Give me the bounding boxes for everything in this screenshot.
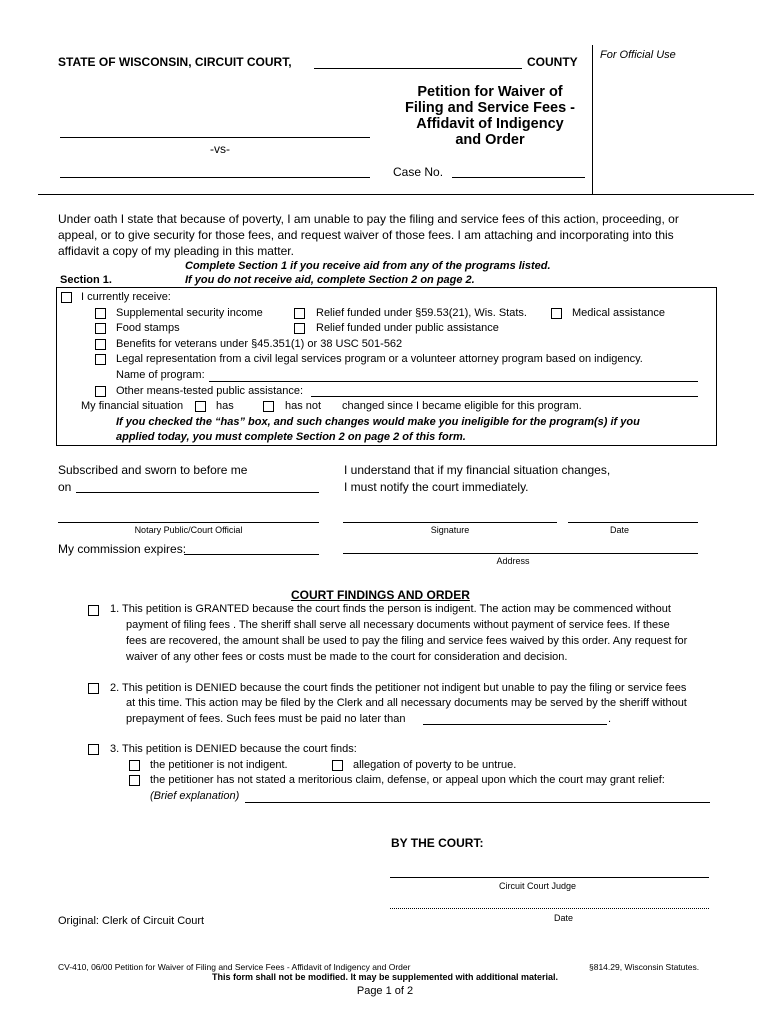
- veterans-checkbox[interactable]: [95, 339, 106, 350]
- signature-field[interactable]: [343, 522, 557, 523]
- judge-date-label: Date: [553, 913, 573, 923]
- official-use-divider: [592, 45, 593, 195]
- not-indigent-checkbox[interactable]: [129, 760, 140, 771]
- item2-line-3: prepayment of fees. Such fees must be paid no later than: [126, 713, 406, 725]
- item1-line-3: fees are recovered, the amount shall be used to pay the filing and service fees waived by this order. Any request for: [126, 635, 688, 647]
- food-stamps-checkbox[interactable]: [95, 323, 106, 334]
- ssi-label: Supplemental security income: [116, 307, 263, 319]
- section-1-label: Section 1.: [60, 274, 112, 286]
- notary-signature-field[interactable]: [58, 522, 319, 523]
- item2-period: .: [608, 713, 612, 725]
- brief-explanation-label: (Brief explanation): [150, 790, 240, 802]
- food-stamps-label: Food stamps: [116, 322, 180, 334]
- payment-deadline-field[interactable]: [423, 724, 607, 725]
- allegation-untrue-checkbox[interactable]: [332, 760, 343, 771]
- warning-line-1: If you checked the “has” box, and such changes would make you ineligible for the program(s) if you: [116, 416, 640, 428]
- modification-notice: This form shall not be modified. It may be supplemented with additional material.: [211, 972, 559, 982]
- petitioner-name-field[interactable]: [60, 137, 370, 138]
- has-not-checkbox[interactable]: [263, 401, 274, 412]
- item1-line-4: waiver of any other fees or costs must be made to the court for consideration and decision.: [126, 651, 568, 663]
- commission-field[interactable]: [184, 554, 319, 555]
- title-line-3: Affidavit of Indigency: [416, 116, 564, 132]
- original-label: Original: Clerk of Circuit Court: [58, 915, 205, 927]
- relief-5953-label: Relief funded under §59.53(21), Wis. Stats.: [316, 307, 527, 319]
- form-id: CV-410, 06/00 Petition for Waiver of Filing and Service Fees - Affidavit of Indigency and Order: [58, 962, 411, 972]
- judge-date-field[interactable]: [390, 908, 709, 909]
- instruction-2: If you do not receive aid, complete Section 2 on page 2.: [185, 274, 475, 286]
- name-program-field[interactable]: [209, 381, 698, 382]
- denied-findings-checkbox[interactable]: [88, 744, 99, 755]
- denied-unable-checkbox[interactable]: [88, 683, 99, 694]
- granted-checkbox[interactable]: [88, 605, 99, 616]
- relief-public-checkbox[interactable]: [294, 323, 305, 334]
- form-title: [400, 84, 580, 148]
- title-line-4: and Order: [455, 132, 525, 148]
- sworn-date-field[interactable]: [76, 492, 319, 493]
- title-line-1: Petition for Waiver of: [417, 84, 563, 100]
- county-label: COUNTY: [527, 55, 578, 69]
- statute-reference: §814.29, Wisconsin Statutes.: [589, 962, 700, 972]
- other-assistance-field[interactable]: [311, 396, 698, 397]
- no-claim-label: the petitioner has not stated a meritorious claim, defense, or appeal upon which the court may grant relief:: [150, 774, 665, 786]
- intro-line-1: Under oath I state that because of poverty, I am unable to pay the filing and service fees of this action, proceeding, or: [58, 212, 679, 226]
- no-claim-checkbox[interactable]: [129, 775, 140, 786]
- receive-checkbox[interactable]: [61, 292, 72, 303]
- relief-public-label: Relief funded under public assistance: [316, 322, 499, 334]
- judge-label: Circuit Court Judge: [498, 881, 577, 891]
- changed-label: changed since I became eligible for this program.: [342, 400, 582, 412]
- legal-rep-label: Legal representation from a civil legal services program or a volunteer attorney program based on indigency.: [116, 353, 643, 365]
- judge-signature-field[interactable]: [390, 877, 709, 878]
- intro-line-2: appeal, or to give security for those fees, and request waiver of those fees. I am attaching and incorporating into this: [58, 228, 674, 242]
- relief-5953-checkbox[interactable]: [294, 308, 305, 319]
- respondent-name-field[interactable]: [60, 177, 370, 178]
- official-use-label: For Official Use: [600, 49, 676, 61]
- has-not-label: has not: [285, 400, 322, 412]
- intro-line-3: affidavit a copy of my pleading in this matter.: [58, 244, 294, 258]
- page-number: Page 1 of 2: [356, 985, 414, 997]
- case-no-field[interactable]: [452, 177, 585, 178]
- ssi-checkbox[interactable]: [95, 308, 106, 319]
- other-assistance-checkbox[interactable]: [95, 386, 106, 397]
- allegation-untrue-label: allegation of poverty to be untrue.: [353, 759, 517, 771]
- signature-date-label: Date: [609, 525, 629, 535]
- understand-line-2: I must notify the court immediately.: [344, 480, 529, 494]
- on-label: on: [58, 480, 72, 494]
- by-the-court-label: BY THE COURT:: [391, 836, 484, 850]
- vs-label: -vs-: [210, 142, 230, 156]
- court-prefix: STATE OF WISCONSIN, CIRCUIT COURT,: [58, 55, 292, 69]
- county-field[interactable]: [314, 68, 522, 69]
- receive-label: I currently receive:: [81, 291, 171, 303]
- has-checkbox[interactable]: [195, 401, 206, 412]
- medical-label: Medical assistance: [572, 307, 665, 319]
- item2-line-1: 2. This petition is DENIED because the court finds the petitioner not indigent but unable to pay the filing or service fees: [110, 682, 687, 694]
- subscribed-label: Subscribed and sworn to before me: [58, 463, 248, 477]
- medical-checkbox[interactable]: [551, 308, 562, 319]
- address-label: Address: [496, 556, 530, 566]
- item1-line-2: payment of filing fees . The sheriff shall serve all necessary documents without payment of service fees. If these: [126, 619, 670, 631]
- signature-date-field[interactable]: [568, 522, 698, 523]
- notary-label: Notary Public/Court Official: [134, 525, 243, 535]
- findings-heading: COURT FINDINGS AND ORDER: [291, 588, 470, 602]
- understand-line-1: I understand that if my financial situation changes,: [344, 463, 611, 477]
- signature-label: Signature: [430, 525, 470, 535]
- has-label: has: [216, 400, 234, 412]
- header-divider: [38, 194, 754, 195]
- warning-line-2: applied today, you must complete Section 2 on page 2 of this form.: [116, 431, 466, 443]
- address-field[interactable]: [343, 553, 698, 554]
- item1-line-1: 1. This petition is GRANTED because the court finds the person is indigent. The action may be commenced without: [110, 603, 671, 615]
- instruction-1: Complete Section 1 if you receive aid from any of the programs listed.: [185, 260, 551, 272]
- brief-explanation-field[interactable]: [245, 802, 710, 803]
- title-line-2: Filing and Service Fees -: [404, 100, 576, 116]
- legal-rep-checkbox[interactable]: [95, 354, 106, 365]
- item2-line-2: at this time. This action may be filed by the Clerk and all necessary documents may be served by the sheriff without: [126, 697, 687, 709]
- financial-situation-label: My financial situation: [81, 400, 184, 412]
- item3-label: 3. This petition is DENIED because the court finds:: [110, 743, 357, 755]
- veterans-label: Benefits for veterans under §45.351(1) or 38 USC 501-562: [116, 338, 403, 350]
- other-assistance-label: Other means-tested public assistance:: [116, 385, 304, 397]
- not-indigent-label: the petitioner is not indigent.: [150, 759, 288, 771]
- commission-label: My commission expires:: [58, 542, 187, 556]
- case-no-label: Case No.: [393, 165, 444, 179]
- name-program-label: Name of program:: [116, 369, 205, 381]
